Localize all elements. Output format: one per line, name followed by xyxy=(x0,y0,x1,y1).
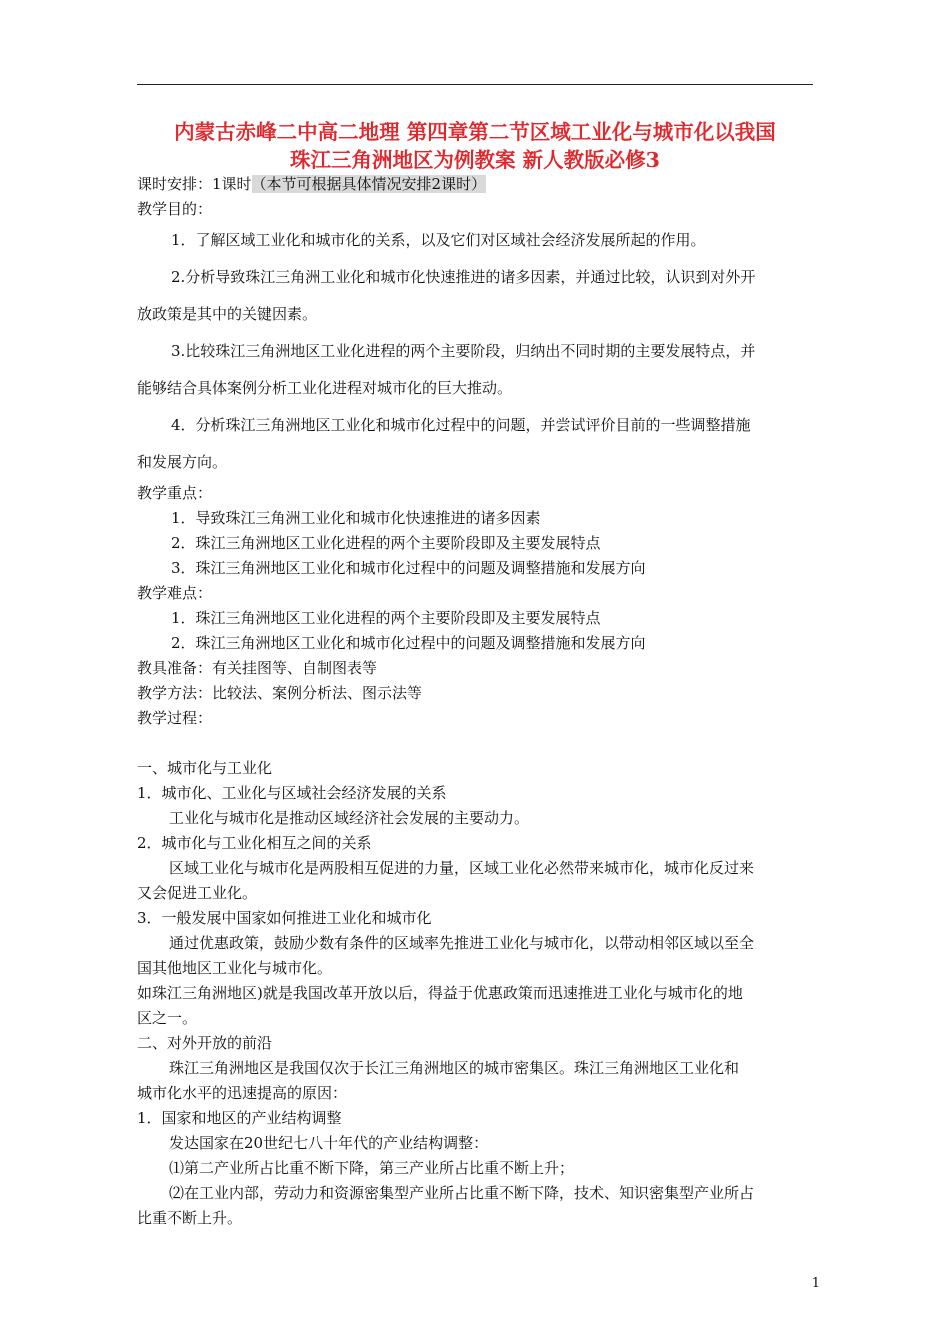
text-line: 2．珠江三角洲地区工业化和城市化过程中的问题及调整措施和发展方向 xyxy=(171,634,646,652)
text-line: 1．城市化、工业化与区域社会经济发展的关系 xyxy=(137,784,447,802)
schedule-note: （本节可根据具体情况安排2课时） xyxy=(251,175,487,193)
text-line: 工业化与城市化是推动区域经济社会发展的主要动力。 xyxy=(169,809,530,827)
text-line: 又会促进工业化。 xyxy=(137,884,258,902)
text-line: 如珠江三角洲地区)就是我国改革开放以后，得益于优惠政策而迅速推进工业化与城市化的地 xyxy=(137,984,743,1002)
text-line: 2．珠江三角洲地区工业化进程的两个主要阶段即及主要发展特点 xyxy=(171,534,601,552)
text-line: 教学目的： xyxy=(137,200,213,218)
schedule-label: 课时安排：1课时 xyxy=(137,175,252,193)
text-line: 3．珠江三角洲地区工业化和城市化过程中的问题及调整措施和发展方向 xyxy=(171,559,646,577)
text-line: 3.比较珠江三角洲地区工业化进程的两个主要阶段，归纳出不同时期的主要发展特点，并 xyxy=(171,342,756,360)
text-line: 4．分析珠江三角洲地区工业化和城市化过程中的问题，并尝试评价目前的一些调整措施 xyxy=(171,416,751,434)
text-line: 一、城市化与工业化 xyxy=(137,759,273,777)
schedule-line xyxy=(137,172,815,197)
page-number: 1 xyxy=(811,1276,820,1291)
text-line: 3．一般发展中国家如何推进工业化和城市化 xyxy=(137,909,432,927)
text-line: 教具准备：有关挂图等、自制图表等 xyxy=(137,659,378,677)
text-line: 2．城市化与工业化相互之间的关系 xyxy=(137,834,372,852)
text-line: 1．国家和地区的产业结构调整 xyxy=(137,1109,342,1127)
text-line: 比重不断上升。 xyxy=(137,1209,243,1227)
text-line: 和发展方向。 xyxy=(137,453,228,471)
text-line: 2.分析导致珠江三角洲工业化和城市化快速推进的诸多因素，并通过比较，认识到对外开 xyxy=(171,268,756,286)
text-line: 区域工业化与城市化是两股相互促进的力量，区域工业化必然带来城市化，城市化反过来 xyxy=(169,859,755,877)
text-line: 二、对外开放的前沿 xyxy=(137,1034,273,1052)
text-line: 城市化水平的迅速提高的原因： xyxy=(137,1084,348,1102)
text-line: 放政策是其中的关键因素。 xyxy=(137,305,318,323)
title-line-2: 珠江三角洲地区为例教案 新人教版必修3 xyxy=(290,148,660,172)
text-line: ⑴第二产业所占比重不断下降，第三产业所占比重不断上升； xyxy=(169,1159,575,1177)
text-line: 通过优惠政策，鼓励少数有条件的区域率先推进工业化与城市化，以带动相邻区域以至全 xyxy=(169,934,755,952)
text-line: 教学过程： xyxy=(137,709,213,727)
text-line: 教学难点： xyxy=(137,584,213,602)
text-line: 教学方法：比较法、案例分析法、图示法等 xyxy=(137,684,423,702)
text-line: 1．导致珠江三角洲工业化和城市化快速推进的诸多因素 xyxy=(171,509,541,527)
text-line: 珠江三角洲地区是我国仅次于长江三角洲地区的城市密集区。珠江三角洲地区工业化和 xyxy=(169,1059,740,1077)
text-line: 1．珠江三角洲地区工业化进程的两个主要阶段即及主要发展特点 xyxy=(171,609,601,627)
text-line: 发达国家在20世纪七八十年代的产业结构调整： xyxy=(169,1134,489,1152)
document-body xyxy=(137,172,815,1231)
header-rule xyxy=(137,84,813,85)
text-line: 教学重点： xyxy=(137,484,213,502)
text-line: 1．了解区域工业化和城市化的关系，以及它们对区域社会经济发展所起的作用。 xyxy=(171,231,706,249)
text-line: ⑵在工业内部，劳动力和资源密集型产业所占比重不断下降，技术、知识密集型产业所占 xyxy=(169,1184,755,1202)
text-line xyxy=(137,731,815,756)
title-line-1: 内蒙古赤峰二中高二地理 第四章第二节区域工业化与城市化以我国 xyxy=(174,120,776,144)
text-line: 国其他地区工业化与城市化。 xyxy=(137,959,333,977)
text-line: 区之一。 xyxy=(137,1009,198,1027)
document-title xyxy=(120,118,830,174)
text-line: 能够结合具体案例分析工业化进程对城市化的巨大推动。 xyxy=(137,379,513,397)
